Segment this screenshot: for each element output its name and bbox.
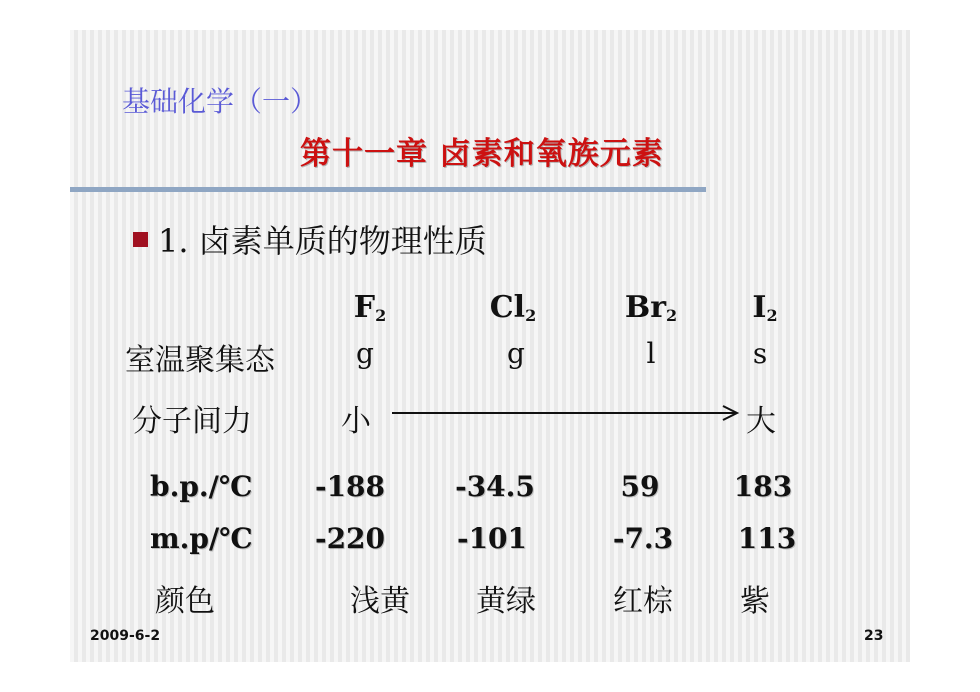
color-br2: 红棕 <box>613 584 673 619</box>
mp-br2: -7.3 <box>612 522 674 555</box>
element-header-f2: $F_2$ <box>353 290 387 325</box>
bp-i2: 183 <box>733 470 793 503</box>
element-header-i2: $I_2$ <box>752 290 778 325</box>
title-divider <box>70 187 706 192</box>
state-label: 室温聚集态 <box>125 343 275 378</box>
state-i2: s <box>752 337 768 370</box>
course-title: 基础化学（一） <box>122 85 319 118</box>
bullet-square-icon <box>133 232 148 247</box>
color-f2: 浅黄 <box>350 584 410 619</box>
color-cl2: 黄绿 <box>476 584 536 619</box>
mp-i2: 113 <box>737 522 797 555</box>
bp-br2: 59 <box>620 470 660 503</box>
force-low: 小 <box>341 404 371 439</box>
bp-label: b.p./℃ <box>150 470 253 503</box>
state-cl2: g <box>507 337 525 370</box>
mp-f2: -220 <box>314 522 386 555</box>
page-number: 23 <box>864 628 884 644</box>
color-label: 颜色 <box>155 584 215 619</box>
state-f2: g <box>356 337 374 370</box>
element-header-cl2: $Cl_2$ <box>489 290 537 325</box>
mp-label: m.p/℃ <box>150 522 253 555</box>
element-header-br2: $Br_2$ <box>624 290 678 325</box>
increase-arrow-icon <box>392 398 744 428</box>
state-br2: l <box>646 337 656 370</box>
chapter-title: 第十一章 卤素和氧族元素 <box>300 136 664 172</box>
force-high: 大 <box>746 404 776 439</box>
force-label: 分子间力 <box>132 404 252 439</box>
bp-f2: -188 <box>314 470 386 503</box>
color-i2: 紫 <box>740 584 770 619</box>
mp-cl2: -101 <box>456 522 528 555</box>
bp-cl2: -34.5 <box>455 470 535 503</box>
footer-date: 2009-6-2 <box>90 628 161 644</box>
section-heading: 1. 卤素单质的物理性质 <box>158 222 487 260</box>
